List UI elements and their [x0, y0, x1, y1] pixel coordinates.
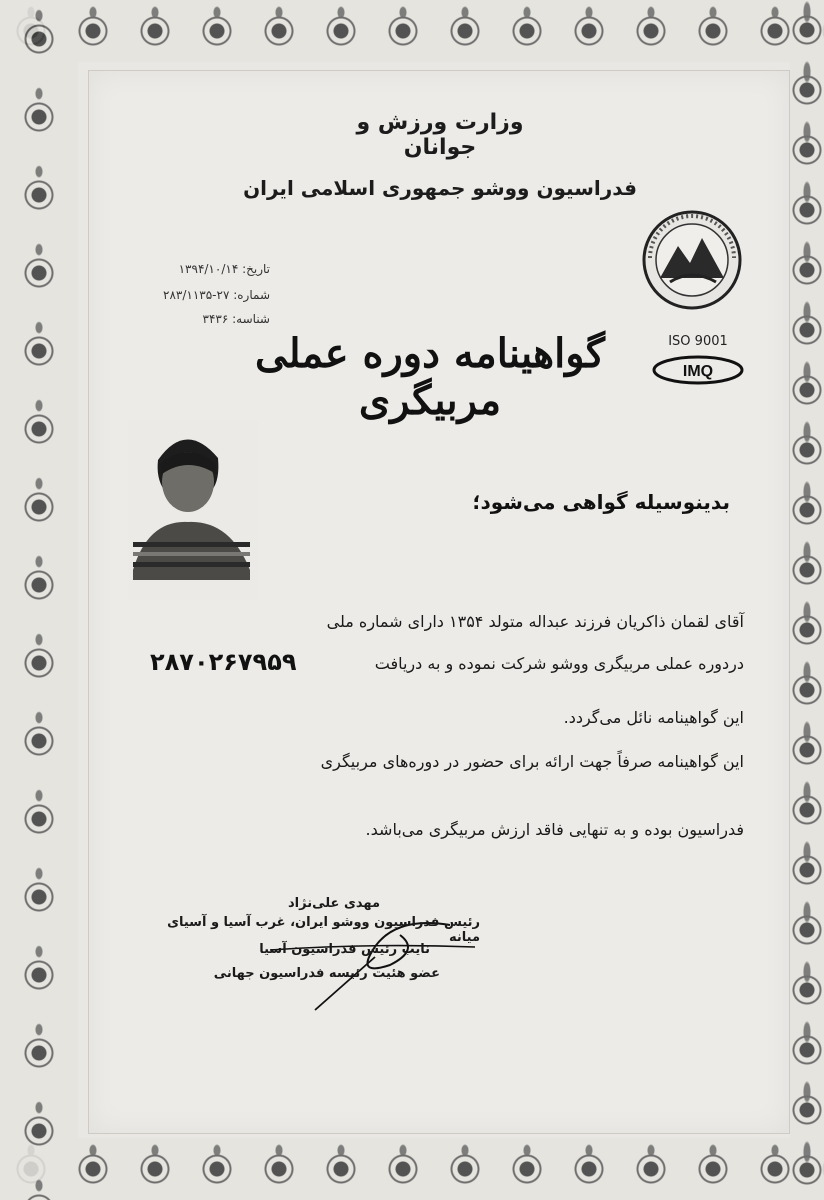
imq-text: IMQ: [682, 363, 714, 380]
body-line-validity: این گواهینامه صرفاً جهت ارائه برای حضور در دوره‌های مربیگری: [320, 752, 744, 771]
national-id-number: ۲۸۷۰۲۶۷۹۵۹: [150, 648, 297, 676]
body-line-recipient: آقای لقمان ذاکریان فرزند عبداله متولد ۱۳۵۴ دارای شماره ملی: [326, 612, 744, 631]
portrait-photo: [128, 420, 258, 600]
issue-date: تاریخ: ۱۳۹۴/۱۰/۱۴: [178, 262, 270, 276]
reference-number: شماره: ۲۷-۲۸۳/۱۱۳۵: [163, 288, 270, 302]
iso-label: ISO 9001: [668, 334, 728, 349]
certification-intro: بدینوسیله گواهی می‌شود؛: [472, 490, 730, 514]
signatory-name: مهدی علی‌نژاد: [287, 896, 380, 911]
ornamental-border-right: [790, 0, 824, 1200]
body-line-participation: دردوره عملی مربیگری ووشو شرکت نموده و به دریافت: [374, 654, 744, 673]
ministry-heading: وزارت ورزش و جوانان: [356, 110, 524, 160]
ornamental-border-left: [0, 0, 78, 1200]
certificate-title: گواهینامه دوره عملی مربیگری: [255, 330, 605, 424]
certificate-id: شناسه: ۳۴۳۶: [202, 312, 270, 326]
body-line-disclaimer: فدراسیون بوده و به تنهایی فاقد ارزش مربیگری می‌باشد.: [365, 820, 744, 839]
signatory-role-president: رئیس فدراسیون ووشو ایران، غرب آسیا و آسیای میانه: [167, 915, 480, 945]
ornamental-border-top: [0, 0, 824, 62]
signatory-role-board-member: عضو هئیت رئیسه فدراسیون جهانی: [213, 966, 440, 981]
body-line-award: این گواهینامه نائل می‌گردد.: [563, 708, 744, 727]
signatory-role-vice-president: نایب رئیس فدراسیون آسیا: [259, 942, 430, 957]
imq-badge: [652, 355, 744, 385]
federation-heading: فدراسیون ووشو جمهوری اسلامی ایران: [243, 176, 637, 200]
federation-logo-icon: [640, 208, 744, 312]
ornamental-border-bottom: [0, 1138, 824, 1200]
